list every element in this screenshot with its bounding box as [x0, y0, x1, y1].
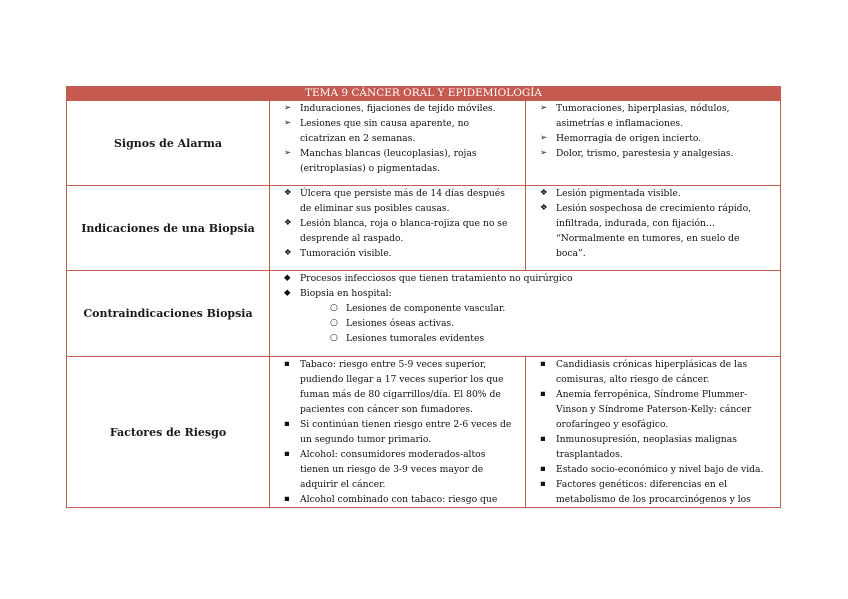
- factores-left-cell: [270, 357, 526, 508]
- biopsia-left-list: [270, 186, 525, 261]
- list-item: ❖ Úlcera que persiste más de 14 días después de eliminar sus posibles causas.: [284, 188, 505, 214]
- cancer-oral-table: [66, 86, 781, 508]
- table-title: TEMA 9 CÁNCER ORAL Y EPIDEMIOLOGÍA: [67, 87, 781, 101]
- arrow-bullet-icon: ➢: [284, 148, 292, 158]
- factores-right-list: [526, 357, 780, 507]
- signos-right-list: [526, 101, 780, 161]
- square-bullet-icon: ▪: [540, 389, 546, 399]
- square-bullet-icon: ▪: [540, 479, 546, 489]
- list-item: ◆ Biopsia en hospital:: [284, 288, 392, 299]
- diamond-bullet-icon: ◆: [284, 273, 291, 283]
- row-label-biopsia: Indicaciones de una Biopsia: [67, 186, 270, 271]
- factores-left-list: [270, 357, 525, 507]
- list-item: ➢ Tumoraciones, hiperplasias, nódulos, asimetrías e inflamaciones.: [540, 103, 730, 129]
- row-label-signos: Signos de Alarma: [67, 101, 270, 186]
- list-item: ➢ Manchas blancas (leucoplasias), rojas (eritroplasias) o pigmentadas.: [284, 148, 477, 174]
- diamond-bullet-icon: ❖: [284, 188, 292, 198]
- circle-bullet-icon: ○: [330, 333, 338, 343]
- table-row-signos: [67, 101, 781, 186]
- biopsia-left-cell: [270, 186, 526, 271]
- row-label-contra: Contraindicaciones Biopsia: [67, 271, 270, 357]
- list-item: ❖ Lesión pigmentada visible.: [540, 188, 681, 199]
- arrow-bullet-icon: ➢: [540, 103, 548, 113]
- list-item: ➢ Lesiones que sin causa aparente, no cicatrizan en 2 semanas.: [284, 118, 470, 144]
- list-item: ▪ Alcohol combinado con tabaco: riesgo que: [284, 494, 498, 505]
- table-row-biopsia: [67, 186, 781, 271]
- list-item: ➢ Induraciones, fijaciones de tejido móviles.: [284, 103, 496, 114]
- diamond-bullet-icon: ❖: [284, 218, 292, 228]
- list-item: ▪ Estado socio-económico y nivel bajo de vida.: [540, 464, 764, 475]
- signos-left-list: [270, 101, 525, 176]
- list-item: ○ Lesiones óseas activas.: [330, 318, 455, 329]
- contra-cell: [270, 271, 781, 357]
- signos-left-cell: [270, 101, 526, 186]
- diamond-bullet-icon: ◆: [284, 288, 291, 298]
- signos-right-cell: [526, 101, 781, 186]
- circle-bullet-icon: ○: [330, 318, 338, 328]
- factores-right-cell: [526, 357, 781, 508]
- arrow-bullet-icon: ➢: [284, 118, 292, 128]
- contra-sublist: [270, 301, 780, 346]
- table-title-row: [67, 87, 781, 101]
- list-item: ▪ Alcohol: consumidores moderados-altos tienen un riesgo de 3-9 veces mayor de adquirir el cáncer.: [284, 449, 486, 490]
- list-item: ▪ Candidiasis crónicas hiperplásicas de las comisuras, alto riesgo de cáncer.: [540, 359, 748, 385]
- arrow-bullet-icon: ➢: [540, 148, 548, 158]
- list-item: ○ Lesiones tumorales evidentes: [330, 333, 485, 344]
- table-row-factores: [67, 357, 781, 508]
- square-bullet-icon: ▪: [284, 449, 290, 459]
- list-item: ○ Lesiones de componente vascular.: [330, 303, 506, 314]
- arrow-bullet-icon: ➢: [284, 103, 292, 113]
- diamond-bullet-icon: ❖: [540, 203, 548, 213]
- list-item: ❖ Tumoración visible.: [284, 248, 392, 259]
- diamond-bullet-icon: ❖: [540, 188, 548, 198]
- list-item: ▪ Si continúan tienen riesgo entre 2-6 veces de un segundo tumor primario.: [284, 419, 512, 445]
- list-item: ➢ Hemorragia de origen incierto.: [540, 133, 702, 144]
- table-row-contra: [67, 271, 781, 357]
- arrow-bullet-icon: ➢: [540, 133, 548, 143]
- square-bullet-icon: ▪: [540, 464, 546, 474]
- list-item: ➢ Dolor, trismo, parestesia y analgesias.: [540, 148, 734, 159]
- list-item: ▪ Anemia ferropénica, Síndrome Plummer-Vinson y Síndrome Paterson-Kelly: cáncer orofaríngeo y esofágico.: [540, 389, 752, 430]
- row-label-factores: Factores de Riesgo: [67, 357, 270, 508]
- list-item: ❖ Lesión blanca, roja o blanca-rojiza que no se desprende al raspado.: [284, 218, 508, 244]
- list-item: ❖ Lesión sospechosa de crecimiento rápido, infiltrada, indurada, con fijación… “Normalmente en tumores, en suelo de boca”.: [540, 203, 752, 259]
- biopsia-right-list: [526, 186, 780, 261]
- diamond-bullet-icon: ❖: [284, 248, 292, 258]
- biopsia-right-cell: [526, 186, 781, 271]
- square-bullet-icon: ▪: [284, 494, 290, 504]
- list-item: ▪ Inmunosupresión, neoplasias malignas trasplantados.: [540, 434, 737, 460]
- contra-list: [270, 271, 780, 301]
- list-item: ▪ Factores genéticos: diferencias en el metabolismo de los procarcinógenos y los: [540, 479, 751, 505]
- square-bullet-icon: ▪: [284, 359, 290, 369]
- square-bullet-icon: ▪: [284, 419, 290, 429]
- list-item: ▪ Tabaco: riesgo entre 5-9 veces superior, pudiendo llegar a 17 veces superior los que fuman más de 80 cigarrillos/día. El 80% de pacientes con cáncer son fumadores.: [284, 359, 504, 415]
- square-bullet-icon: ▪: [540, 434, 546, 444]
- list-item: ◆ Procesos infecciosos que tienen tratamiento no quirúrgico: [284, 273, 573, 284]
- square-bullet-icon: ▪: [540, 359, 546, 369]
- circle-bullet-icon: ○: [330, 303, 338, 313]
